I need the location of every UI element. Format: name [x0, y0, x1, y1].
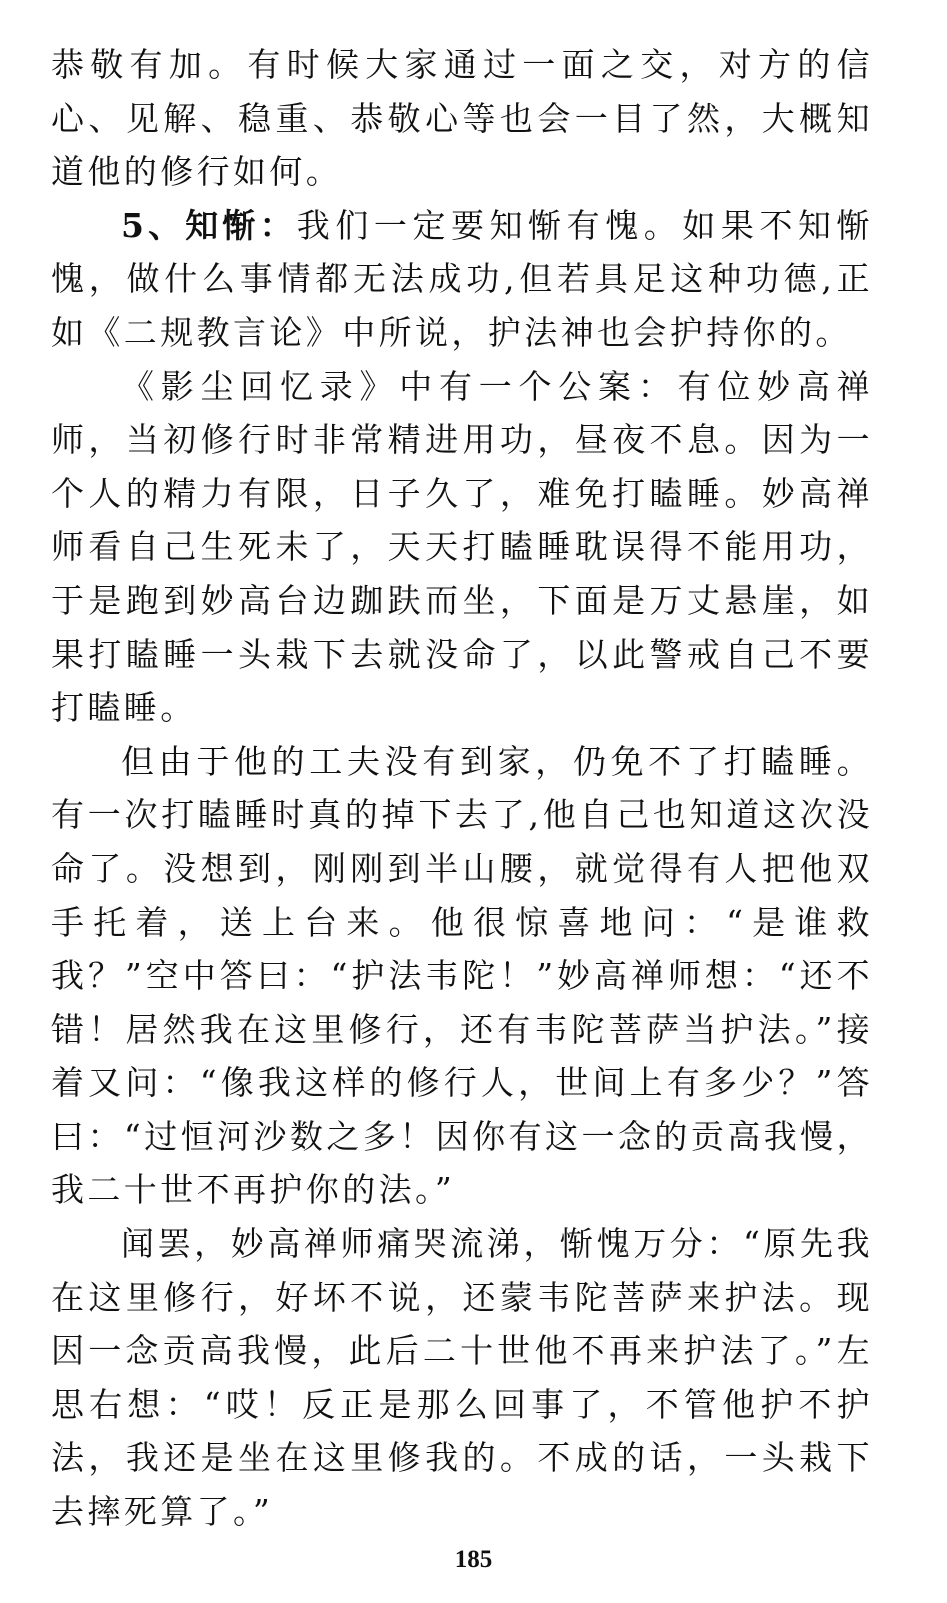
paragraph-5-text: 闻罢，妙高禅师痛哭流涕，惭愧万分：“原先我在这里修行，好坏不说，还蒙韦陀菩萨来护法。现因一念贡高我慢，此后二十世他不再来护法了。”左思右想：“哎！反正是那么回事了，不管他护不护法，我还是坐在这里修我的。不成的话，一头栽下去摔死算了。”: [51, 1224, 873, 1532]
paragraph-1-text: 恭敬有加。有时候大家通过一面之交，对方的信心、见解、稳重、恭敬心等也会一目了然，大概知道他的修行如何。: [51, 45, 873, 192]
paragraph-4: [51, 735, 873, 1217]
page-body: [51, 38, 873, 1539]
paragraph-3: [51, 360, 873, 735]
section-heading: 5、知惭：: [121, 205, 297, 245]
paragraph-3-text: 《影尘回忆录》中有一个公案：有位妙高禅师，当初修行时非常精进用功，昼夜不息。因为一个人的精力有限，日子久了，难免打瞌睡。妙高禅师看自己生死未了，天天打瞌睡耽误得不能用功，于是跑到妙高台边跏趺而坐，下面是万丈悬崖，如果打瞌睡一头栽下去就没命了，以此警戒自己不要打瞌睡。: [51, 366, 873, 728]
paragraph-4-text: 但由于他的工夫没有到家，仍免不了打瞌睡。有一次打瞌睡时真的掉下去了,他自己也知道这次没命了。没想到，刚刚到半山腰，就觉得有人把他双手托着，送上台来。他很惊喜地问：“是谁救我？”空中答曰：“护法韦陀！”妙高禅师想：“还不错！居然我在这里修行，还有韦陀菩萨当护法。”接着又问：“像我这样的修行人，世间上有多少？”答曰：“过恒河沙数之多！因你有这一念的贡高我慢，我二十世不再护你的法。”: [51, 741, 873, 1210]
paragraph-2-text: 我们一定要知惭有愧。如果不知惭愧，做什么事情都无法成功,但若具足这种功德,正如《二规教言论》中所说，护法神也会护持你的。: [51, 205, 873, 352]
paragraph-1: [51, 38, 873, 199]
page-number: 185: [454, 1546, 493, 1573]
paragraph-5: [51, 1217, 873, 1539]
paragraph-2: [51, 199, 873, 360]
